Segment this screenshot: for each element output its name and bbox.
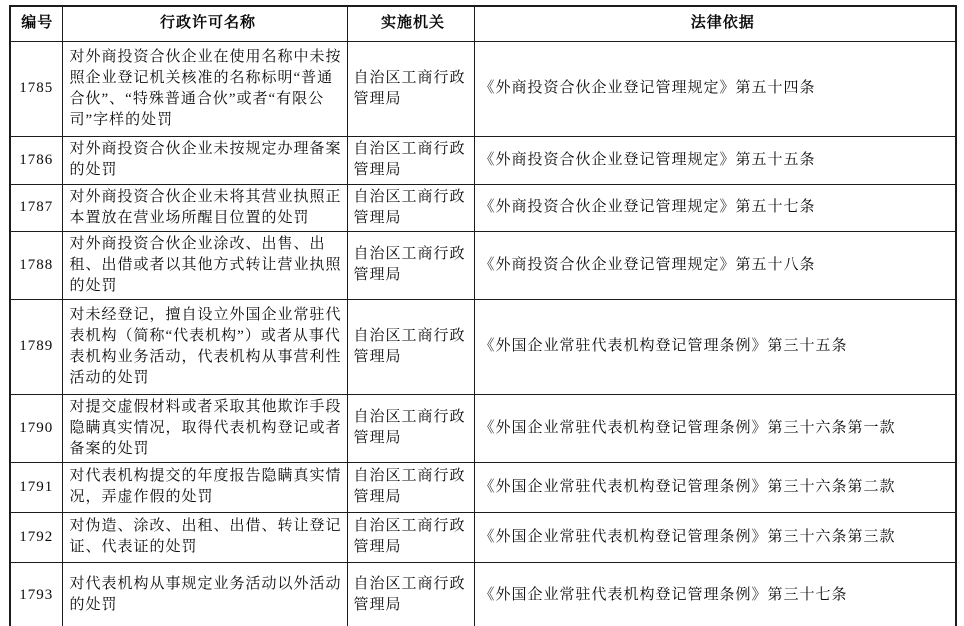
table-row [10,136,956,184]
cell-legal-basis: 《外国企业常驻代表机构登记管理条例》第三十五条 [474,299,956,394]
cell-permit-id: 1789 [10,299,62,394]
cell-permit-name: 对伪造、涂改、出租、出借、转让登记证、代表证的处罚 [62,512,347,562]
cell-agency: 自治区工商行政管理局 [347,299,474,394]
table-row [10,41,956,136]
table-row [10,562,956,626]
cell-legal-basis: 《外商投资合伙企业登记管理规定》第五十五条 [474,136,956,184]
table-row [10,231,956,299]
cell-permit-name: 对代表机构提交的年度报告隐瞒真实情况，弄虚作假的处罚 [62,462,347,512]
cell-permit-name: 对提交虚假材料或者采取其他欺诈手段隐瞒真实情况，取得代表机构登记或者备案的处罚 [62,394,347,462]
cell-agency: 自治区工商行政管理局 [347,562,474,626]
cell-permit-name: 对外商投资合伙企业在使用名称中未按照企业登记机关核准的名称标明“普通合伙”、“特殊普通合伙”或者“有限公司”字样的处罚 [62,41,347,136]
column-header-agency: 实施机关 [347,6,474,41]
cell-permit-id: 1786 [10,136,62,184]
table-row [10,299,956,394]
cell-permit-id: 1788 [10,231,62,299]
cell-permit-name: 对未经登记，擅自设立外国企业常驻代表机构（简称“代表机构”）或者从事代表机构业务活动，代表机构从事营利性活动的处罚 [62,299,347,394]
cell-permit-id: 1793 [10,562,62,626]
table-row [10,394,956,462]
cell-agency: 自治区工商行政管理局 [347,512,474,562]
cell-agency: 自治区工商行政管理局 [347,231,474,299]
cell-agency: 自治区工商行政管理局 [347,136,474,184]
table-row [10,462,956,512]
administrative-permits-table [9,5,957,626]
cell-permit-name: 对外商投资合伙企业未将其营业执照正本置放在营业场所醒目位置的处罚 [62,184,347,231]
cell-agency: 自治区工商行政管理局 [347,41,474,136]
cell-agency: 自治区工商行政管理局 [347,462,474,512]
cell-legal-basis: 《外国企业常驻代表机构登记管理条例》第三十六条第二款 [474,462,956,512]
cell-legal-basis: 《外国企业常驻代表机构登记管理条例》第三十六条第三款 [474,512,956,562]
cell-legal-basis: 《外国企业常驻代表机构登记管理条例》第三十七条 [474,562,956,626]
header-row [10,6,956,41]
cell-legal-basis: 《外商投资合伙企业登记管理规定》第五十七条 [474,184,956,231]
cell-permit-id: 1791 [10,462,62,512]
table-header [10,6,956,41]
cell-permit-id: 1792 [10,512,62,562]
cell-permit-name: 对外商投资合伙企业涂改、出售、出租、出借或者以其他方式转让营业执照的处罚 [62,231,347,299]
table-body [10,41,956,626]
column-header-legal-basis: 法律依据 [474,6,956,41]
table-row [10,184,956,231]
cell-legal-basis: 《外商投资合伙企业登记管理规定》第五十四条 [474,41,956,136]
cell-permit-name: 对外商投资合伙企业未按规定办理备案的处罚 [62,136,347,184]
cell-legal-basis: 《外商投资合伙企业登记管理规定》第五十八条 [474,231,956,299]
cell-permit-id: 1785 [10,41,62,136]
column-header-id: 编号 [10,6,62,41]
column-header-permit-name: 行政许可名称 [62,6,347,41]
cell-permit-id: 1787 [10,184,62,231]
cell-agency: 自治区工商行政管理局 [347,184,474,231]
cell-permit-name: 对代表机构从事规定业务活动以外活动的处罚 [62,562,347,626]
cell-agency: 自治区工商行政管理局 [347,394,474,462]
table-row [10,512,956,562]
cell-legal-basis: 《外国企业常驻代表机构登记管理条例》第三十六条第一款 [474,394,956,462]
cell-permit-id: 1790 [10,394,62,462]
